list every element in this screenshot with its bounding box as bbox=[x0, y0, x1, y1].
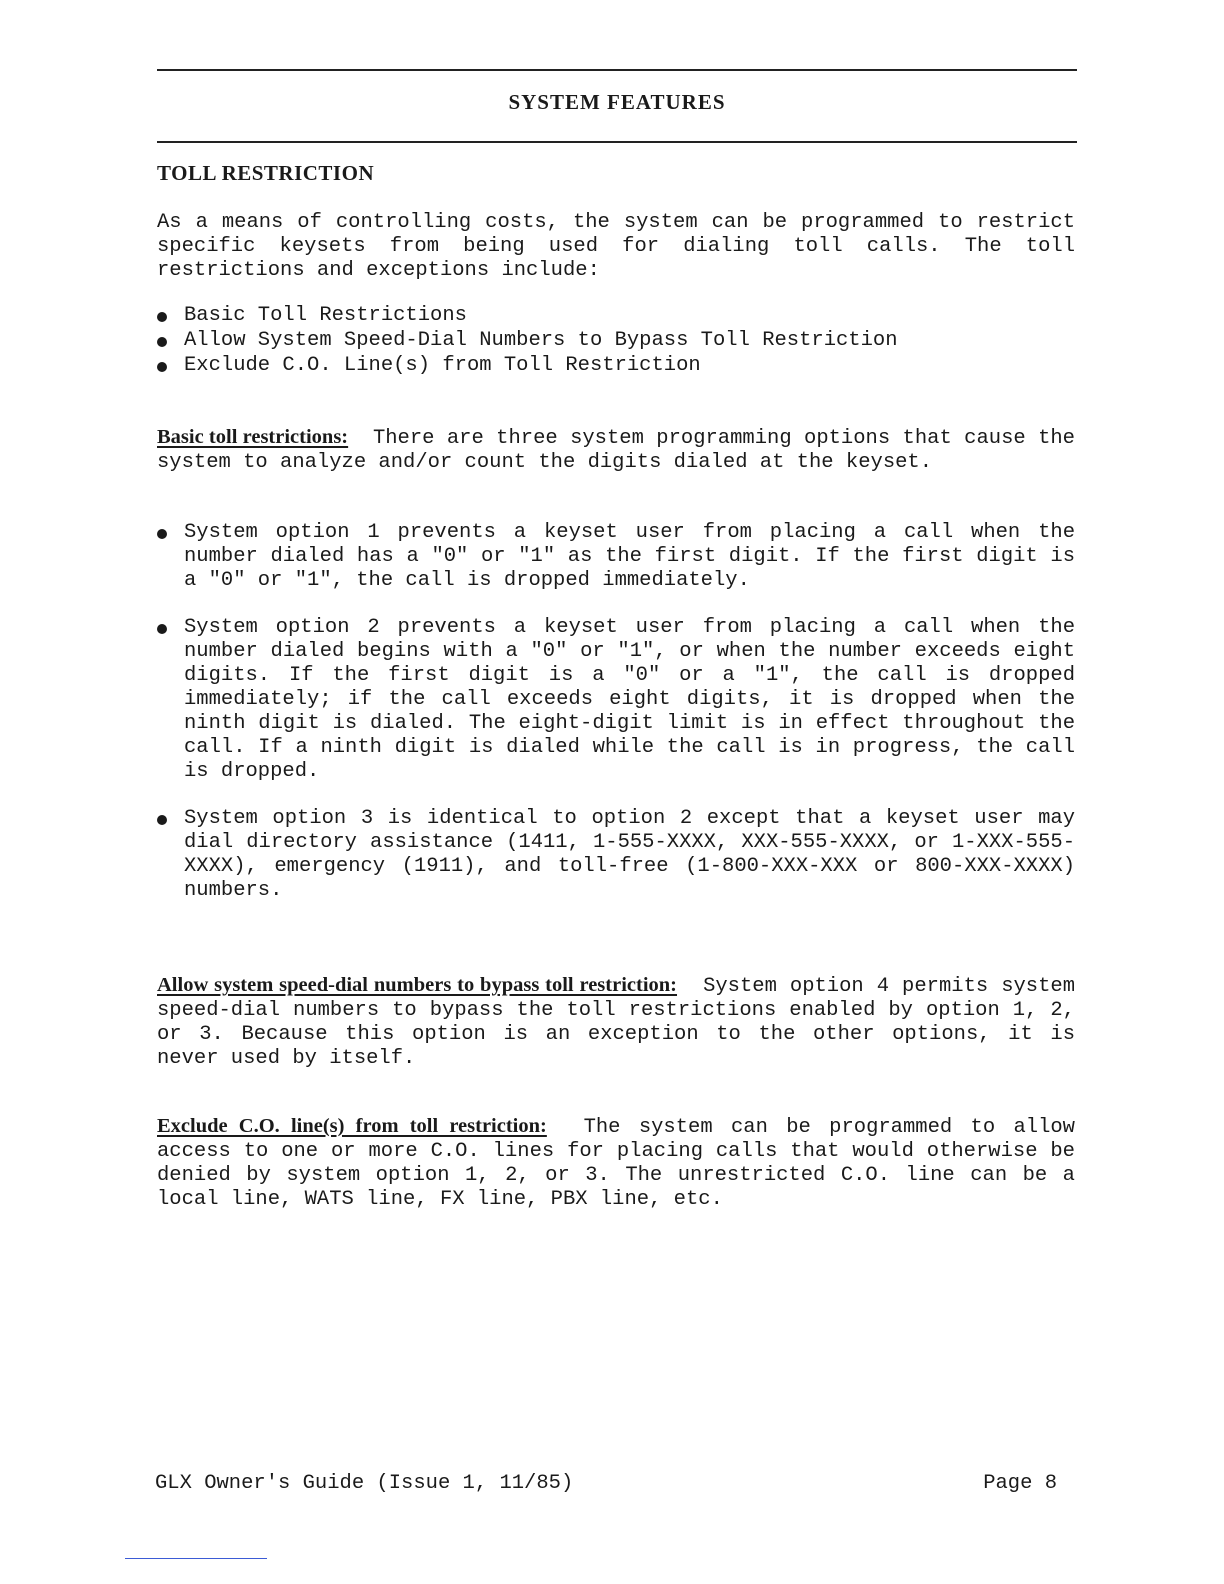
basic-restrictions-heading: Basic toll restrictions: bbox=[157, 426, 349, 448]
page-number: Page 8 bbox=[983, 1472, 1057, 1495]
list-item bbox=[157, 304, 1075, 328]
bullet-icon bbox=[157, 312, 167, 322]
exclude-co-lines-paragraph bbox=[157, 1114, 1075, 1212]
bullet-icon bbox=[157, 529, 167, 539]
list-item-text: Exclude C.O. Line(s) from Toll Restriction bbox=[184, 354, 701, 377]
intro-paragraph: As a means of controlling costs, the system can be programmed to restrict specific keysets from being used for dialing toll calls. The toll restrictions and exceptions include: bbox=[157, 211, 1075, 282]
list-item bbox=[157, 354, 1075, 378]
list-item-text: Basic Toll Restrictions bbox=[184, 304, 467, 327]
header-bottom-rule bbox=[157, 141, 1077, 143]
bullet-icon bbox=[157, 815, 167, 825]
basic-restrictions-paragraph bbox=[157, 425, 1075, 475]
list-item bbox=[157, 807, 1075, 903]
speed-dial-bypass-heading: Allow system speed-dial numbers to bypass toll restriction: bbox=[157, 974, 678, 996]
footer-guide-title: GLX Owner's Guide (Issue 1, 11/85) bbox=[155, 1472, 574, 1495]
scan-edge-line bbox=[125, 1558, 267, 1559]
bullet-icon bbox=[157, 624, 167, 634]
bullet-icon bbox=[157, 362, 167, 372]
system-options-list bbox=[157, 521, 1075, 926]
speed-dial-bypass-text: System option 4 permits system speed-dial numbers to bypass the toll restrictions enabled by option 1, 2, or 3. Because this option is an exception to the other options, it is never used by itself. bbox=[157, 975, 1076, 1070]
basic-restrictions-text: There are three system programming options that cause the system to analyze and/or count the digits dialed at the keyset. bbox=[157, 427, 1075, 474]
header-top-rule bbox=[157, 69, 1077, 71]
option-text: System option 3 is identical to option 2 except that a keyset user may dial directory assistance (1411, 1-555-XXXX, XXX-555-XXXX, or 1-XXX-555-XXXX), emergency (1911), and toll-free (1-800-XXX-XXX or 800-XXX-XXXX) numbers. bbox=[184, 807, 1075, 902]
option-text: System option 1 prevents a keyset user from placing a call when the number dialed has a "0" or "1" as the first digit. If the first digit is a "0" or "1", the call is dropped immediately. bbox=[184, 521, 1075, 592]
option-text: System option 2 prevents a keyset user from placing a call when the number dialed begins with a "0" or "1", or when the number exceeds eight digits. If the first digit is a "0" or a "1", the call is dropped immediately; if the call exceeds eight digits, it is dropped when the ninth digit is dialed. The eight-digit limit is in effect throughout the call. If a ninth digit is dialed while the call is in progress, the call is dropped. bbox=[184, 616, 1075, 783]
list-item bbox=[157, 521, 1075, 593]
list-item-text: Allow System Speed-Dial Numbers to Bypass Toll Restriction bbox=[184, 329, 898, 352]
section-title: TOLL RESTRICTION bbox=[157, 161, 375, 185]
exclude-co-lines-text: The system can be programmed to allow access to one or more C.O. lines for placing calls that would otherwise be denied by system option 1, 2, or 3. The unrestricted C.O. line can be a local line, WATS line, FX line, PBX line, etc. bbox=[157, 1116, 1075, 1211]
bullet-icon bbox=[157, 337, 167, 347]
list-item bbox=[157, 616, 1075, 784]
exclude-co-lines-heading: Exclude C.O. line(s) from toll restriction: bbox=[157, 1115, 547, 1137]
list-item bbox=[157, 329, 1075, 353]
page-header-title: SYSTEM FEATURES bbox=[508, 90, 726, 114]
restriction-list bbox=[157, 304, 1075, 379]
speed-dial-bypass-paragraph bbox=[157, 973, 1075, 1071]
